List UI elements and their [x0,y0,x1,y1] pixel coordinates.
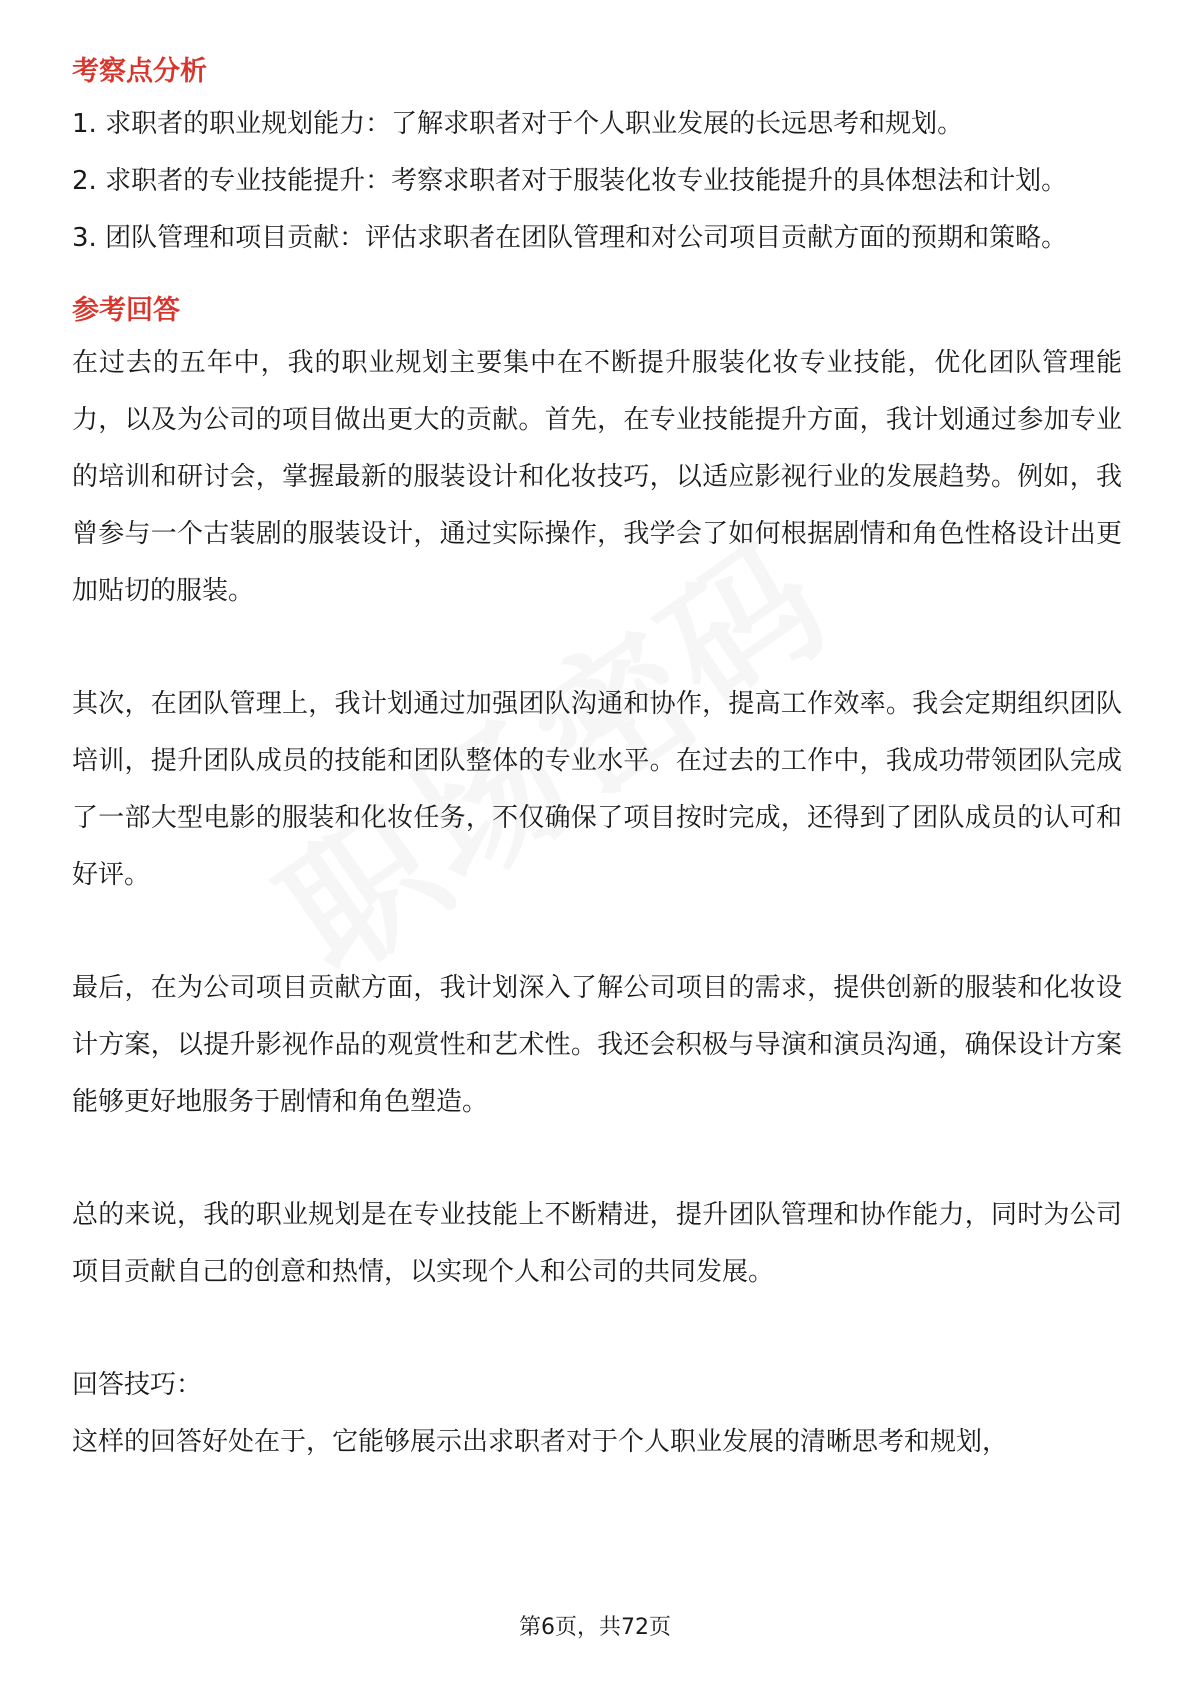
tips-text: 这样的回答好处在于，它能够展示出求职者对于个人职业发展的清晰思考和规划， [72,1427,1009,1457]
answer-paragraph: 最后，在为公司项目贡献方面，我计划深入了解公司项目的需求，提供创新的服装和化妆设计方案，以提升影视作品的观赏性和艺术性。我还会积极与导演和演员沟通，确保设计方案能够更好地服务于剧情和角色塑造。 [72,973,1122,1117]
page-number: 第6页，共72页 [519,1615,671,1640]
paragraph-spacer [72,1131,1122,1187]
tips-label: 回答技巧： [72,1370,203,1400]
paragraph-spacer [72,620,1122,676]
section-heading-analysis: 考察点分析 [72,56,207,87]
paragraph-spacer [72,1301,1122,1357]
answer-paragraph: 其次，在团队管理上，我计划通过加强团队沟通和协作，提高工作效率。我会定期组织团队培训，提升团队成员的技能和团队整体的专业水平。在过去的工作中，我成功带领团队完成了一部大型电影的服装和化妆任务，不仅确保了项目按时完成，还得到了团队成员的认可和好评。 [72,689,1122,890]
paragraph-spacer [72,904,1122,960]
answer-paragraph: 总的来说，我的职业规划是在专业技能上不断精进，提升团队管理和协作能力，同时为公司项目贡献自己的创意和热情，以实现个人和公司的共同发展。 [72,1200,1122,1287]
section-heading-reference-answer: 参考回答 [72,295,180,326]
document-page [72,48,1122,1471]
analysis-item: 3. 团队管理和项目贡献：评估求职者在团队管理和对公司项目贡献方面的预期和策略。 [72,223,1068,253]
answer-paragraph: 在过去的五年中，我的职业规划主要集中在不断提升服装化妆专业技能，优化团队管理能力，以及为公司的项目做出更大的贡献。首先，在专业技能提升方面，我计划通过参加专业的培训和研讨会，掌握最新的服装设计和化妆技巧，以适应影视行业的发展趋势。例如，我曾参与一个古装剧的服装设计，通过实际操作，我学会了如何根据剧情和角色性格设计出更加贴切的服装。 [72,348,1122,606]
analysis-item: 2. 求职者的专业技能提升：考察求职者对于服装化妆专业技能提升的具体想法和计划。 [72,166,1068,196]
analysis-item: 1. 求职者的职业规划能力：了解求职者对于个人职业发展的长远思考和规划。 [72,109,964,139]
